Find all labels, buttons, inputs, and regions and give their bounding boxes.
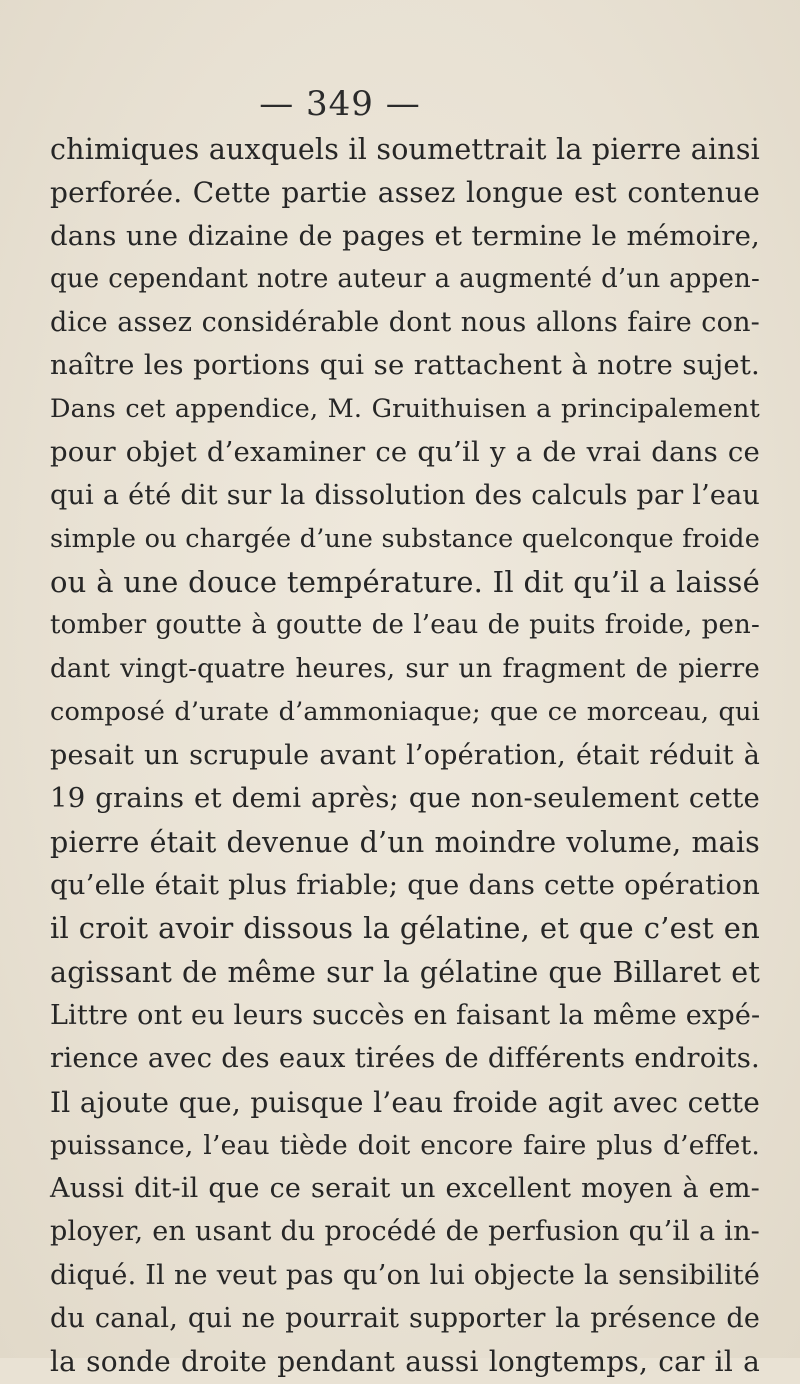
text-line: naître les portions qui se rattachent à notre sujet. <box>50 349 760 382</box>
page-number: — 349 — <box>259 84 421 124</box>
text-line: diqué. Il ne veut pas qu’on lui objecte la sensibilité <box>50 1259 760 1291</box>
text-line: du canal, qui ne pourrait supporter la présence de <box>50 1303 760 1335</box>
text-line: agissant de même sur la gélatine que Billaret et <box>50 955 760 989</box>
text-line: Dans cet appendice, M. Gruithuisen a principalement <box>50 393 760 424</box>
text-line: Aussi dit-il que ce serait un excellent moyen à em- <box>50 1173 760 1205</box>
text-line: rience avec des eaux tirées de différents endroits. <box>50 1042 760 1075</box>
text-line: pierre était devenue d’un moindre volume, mais <box>50 825 760 859</box>
text-line: la sonde droite pendant aussi longtemps, car il a <box>50 1345 760 1379</box>
text-line: Il ajoute que, puisque l’eau froide agit avec cette <box>50 1085 760 1119</box>
text-line: Littre ont eu leurs succès en faisant la même expé- <box>50 999 761 1031</box>
text-line: tomber goutte à goutte de l’eau de puits froide, pen- <box>50 610 760 641</box>
text-line: puissance, l’eau tiède doit encore faire plus d’effet. <box>50 1129 760 1161</box>
text-line: composé d’urate d’ammoniaque; que ce morceau, qui <box>50 696 760 727</box>
text-line: ou à une douce température. Il dit qu’il a laissé <box>50 564 760 599</box>
text-line: dans une dizaine de pages et termine le mémoire, <box>50 219 760 252</box>
text-line: chimiques auxquels il soumettrait la pierre ainsi <box>50 133 760 166</box>
text-line: perforée. Cette partie assez longue est contenue <box>50 176 760 210</box>
text-line: il croit avoir dissous la gélatine, et que c’est en <box>50 911 760 946</box>
text-line: pesait un scrupule avant l’opération, était réduit à <box>50 740 760 772</box>
text-line: simple ou chargée d’une substance quelconque froide <box>50 523 760 554</box>
text-line: que cependant notre auteur a augmenté d’un appen- <box>50 263 760 294</box>
text-line: qui a été dit sur la dissolution des calculs par l’eau <box>50 480 760 512</box>
text-line: dice assez considérable dont nous allons faire con- <box>50 307 760 339</box>
text-line: dant vingt-quatre heures, sur un fragment de pierre <box>50 653 760 684</box>
body-text <box>50 128 760 1384</box>
text-line: 19 grains et demi après; que non-seulement cette <box>50 782 760 815</box>
text-line: ployer, en usant du procédé de perfusion qu’il a in- <box>50 1216 760 1248</box>
text-line: qu’elle était plus friable; que dans cette opération <box>50 869 760 902</box>
text-line: pour objet d’examiner ce qu’il y a de vrai dans ce <box>50 436 760 469</box>
